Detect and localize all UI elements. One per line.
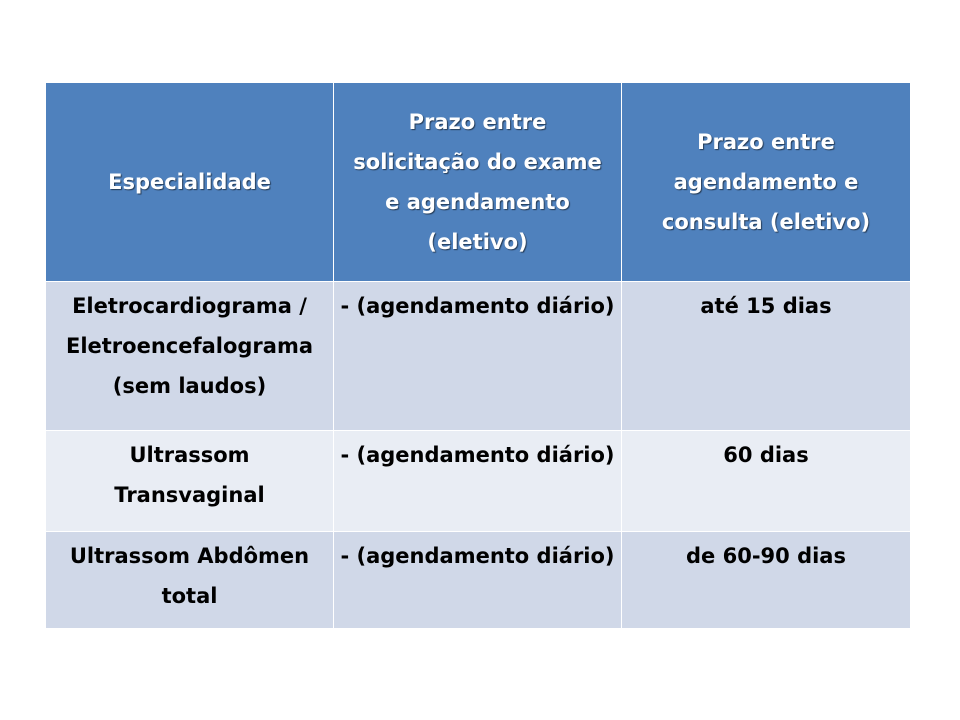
header-scheduling-to-consultation: Prazo entre agendamento e consulta (eletivo) bbox=[622, 83, 911, 282]
cell-scheduling-to-consultation: até 15 dias bbox=[622, 282, 911, 431]
table-row bbox=[46, 532, 911, 629]
deadlines-table bbox=[45, 82, 911, 629]
table-row bbox=[46, 431, 911, 532]
cell-request-to-scheduling: - (agendamento diário) bbox=[334, 532, 622, 629]
cell-scheduling-to-consultation: 60 dias bbox=[622, 431, 911, 532]
cell-specialty: Ultrassom Transvaginal bbox=[46, 431, 334, 532]
cell-scheduling-to-consultation: de 60-90 dias bbox=[622, 532, 911, 629]
cell-specialty: Ultrassom Abdômen total bbox=[46, 532, 334, 629]
table-header-row bbox=[46, 83, 911, 282]
cell-request-to-scheduling: - (agendamento diário) bbox=[334, 431, 622, 532]
cell-request-to-scheduling: - (agendamento diário) bbox=[334, 282, 622, 431]
table-row bbox=[46, 282, 911, 431]
header-request-to-scheduling: Prazo entre solicitação do exame e agendamento (eletivo) bbox=[334, 83, 622, 282]
cell-specialty: Eletrocardiograma / Eletroencefalograma (sem laudos) bbox=[46, 282, 334, 431]
header-specialty: Especialidade bbox=[46, 83, 334, 282]
